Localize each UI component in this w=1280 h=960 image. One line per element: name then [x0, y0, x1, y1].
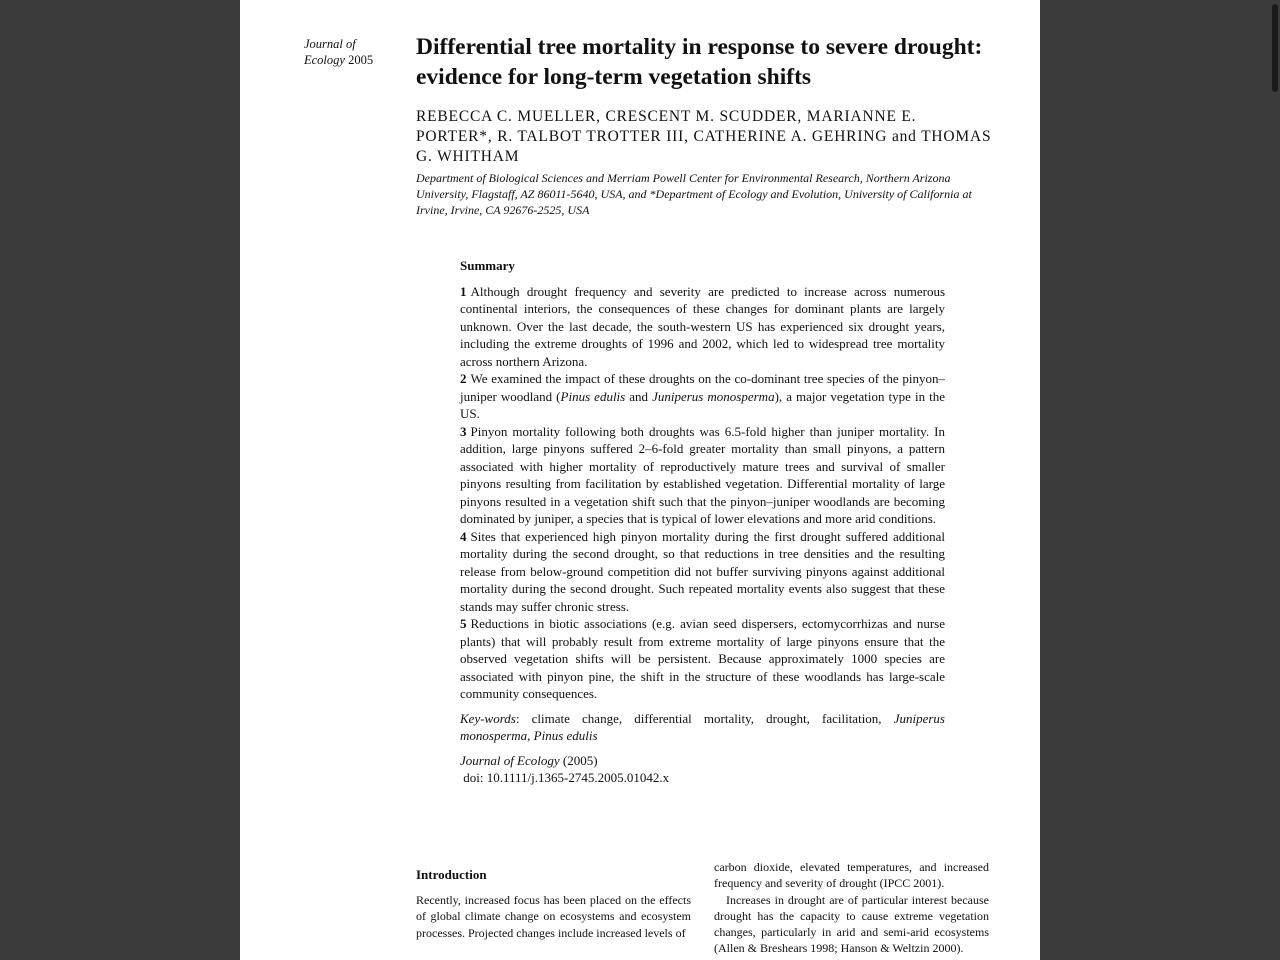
point-text: Pinyon mortality following both droughts was 6.5-fold higher than juniper mortality. In addition, large pinyons suffered 2–6-fold greater mortality than small pinyons, a pattern associated with higher mortality of reproductively mature trees and survival of smaller pinyons resulting from facilitation by established vegetation. Differential mortality of large pinyons resulted in a vegetation shift such that the pinyon–juniper woodlands are becoming dominated by juniper, a species that is typical of lower elevations and more arid conditions.: [460, 423, 945, 526]
paper-title: Differential tree mortality in response to severe drought: evidence for long-term vegetation shifts: [416, 34, 983, 90]
citation: [460, 752, 945, 787]
introduction-paragraph: Increases in drought are of particular interest because drought has the capacity to cause extreme vegetation changes, particularly in arid and semi-arid ecosystems (Allen & Breshears 1998; Hanson & Weltzin 2000).: [714, 892, 989, 956]
summary-point-3: [460, 423, 945, 528]
citation-journal: Journal of Ecology: [460, 752, 560, 768]
introduction-right-column: [714, 859, 989, 957]
point-text: and: [625, 388, 653, 404]
point-text: Although drought frequency and severity are predicted to increase across numerous continental interiors, the consequences of these changes for dominant plants are largely unknown. Over the last decade, the south-western US has experienced six drought years, including the extreme droughts of 1996 and 2002, which led to widespread tree mortality across northern Arizona.: [460, 283, 945, 369]
summary-point-4: [460, 528, 945, 616]
vertical-scrollbar[interactable]: [1268, 0, 1280, 960]
scrollbar-thumb[interactable]: [1272, 4, 1278, 92]
point-text: Sites that experienced high pinyon mortality during the first drought suffered additional mortality during the second drought, so that reductions in tree densities and the resulting release from below-ground competition did not buffer surviving pinyons against additional mortality during the second drought. Such repeated mortality events also suggest that these stands may suffer chronic stress.: [460, 528, 945, 614]
keywords-text: : climate change, differential mortality, drought, facilitation,: [515, 710, 894, 726]
journal-label-line1: Journal of: [304, 37, 356, 51]
introduction-paragraph: carbon dioxide, elevated temperatures, and increased frequency and severity of drought (IPCC 2001).: [714, 860, 989, 891]
point-number: 4: [460, 528, 467, 544]
point-number: 3: [460, 423, 467, 439]
keyword-species: Juniperus monosperma: [460, 710, 945, 743]
author-list: REBECCA C. MUELLER, CRESCENT M. SCUDDER, MARIANNE E. PORTER*, R. TALBOT TROTTER III, CATHERINE A. GEHRING and THOMAS G. WHITHAM: [416, 108, 992, 165]
point-text: We examined the impact of these droughts on the co-dominant tree species of the pinyon–juniper woodland (: [460, 371, 945, 404]
introduction-heading: Introduction: [416, 867, 487, 882]
keywords: [460, 710, 945, 745]
summary-point-2: [460, 370, 945, 423]
point-text: Reductions in biotic associations (e.g. avian seed dispersers, ectomycorrhizas and nurse plants) that will probably result from extreme mortality of large pinyons ensure that the observed vegetation shifts will be persistent. Because approximately 1000 species are associated with pinyon pine, the shift in the structure of these woodlands has large-scale community consequences.: [460, 616, 945, 701]
summary-point-1: [460, 283, 945, 371]
document-page: [240, 0, 1040, 960]
introduction-left-column: [416, 867, 691, 941]
summary-heading: Summary: [460, 258, 515, 273]
journal-label: [304, 36, 373, 68]
point-number: 5: [460, 616, 467, 631]
point-text: ), a major vegetation type in the US.: [460, 388, 946, 421]
summary-section: [460, 257, 945, 787]
journal-label-name: Ecology: [304, 53, 345, 67]
citation-doi[interactable]: doi: 10.1111/j.1365-2745.2005.01042.x: [463, 770, 670, 785]
keywords-label: Key-words: [460, 710, 516, 726]
point-number: 1: [460, 283, 467, 299]
species-name: Pinus edulis: [560, 388, 626, 404]
species-name: Juniperus monosperma: [652, 388, 775, 404]
citation-year: (2005): [559, 752, 598, 768]
introduction-paragraph: Recently, increased focus has been placed on the effects of global climate change on ecosystems and ecosystem processes. Projected changes include increased levels of: [416, 892, 691, 940]
keyword-species: Pinus edulis: [533, 728, 598, 743]
summary-point-5: [460, 615, 945, 703]
affiliation: Department of Biological Sciences and Merriam Powell Center for Environmental Research, Northern Arizona University, Flagstaff, AZ 86011-5640, USA, and *Department of Ecology and Evolution, University of California at Irvine, Irvine, CA 92676-2525, USA: [416, 171, 972, 217]
keywords-separator: ,: [527, 728, 534, 743]
point-number: 2: [460, 371, 467, 386]
journal-label-year: 2005: [348, 53, 374, 67]
